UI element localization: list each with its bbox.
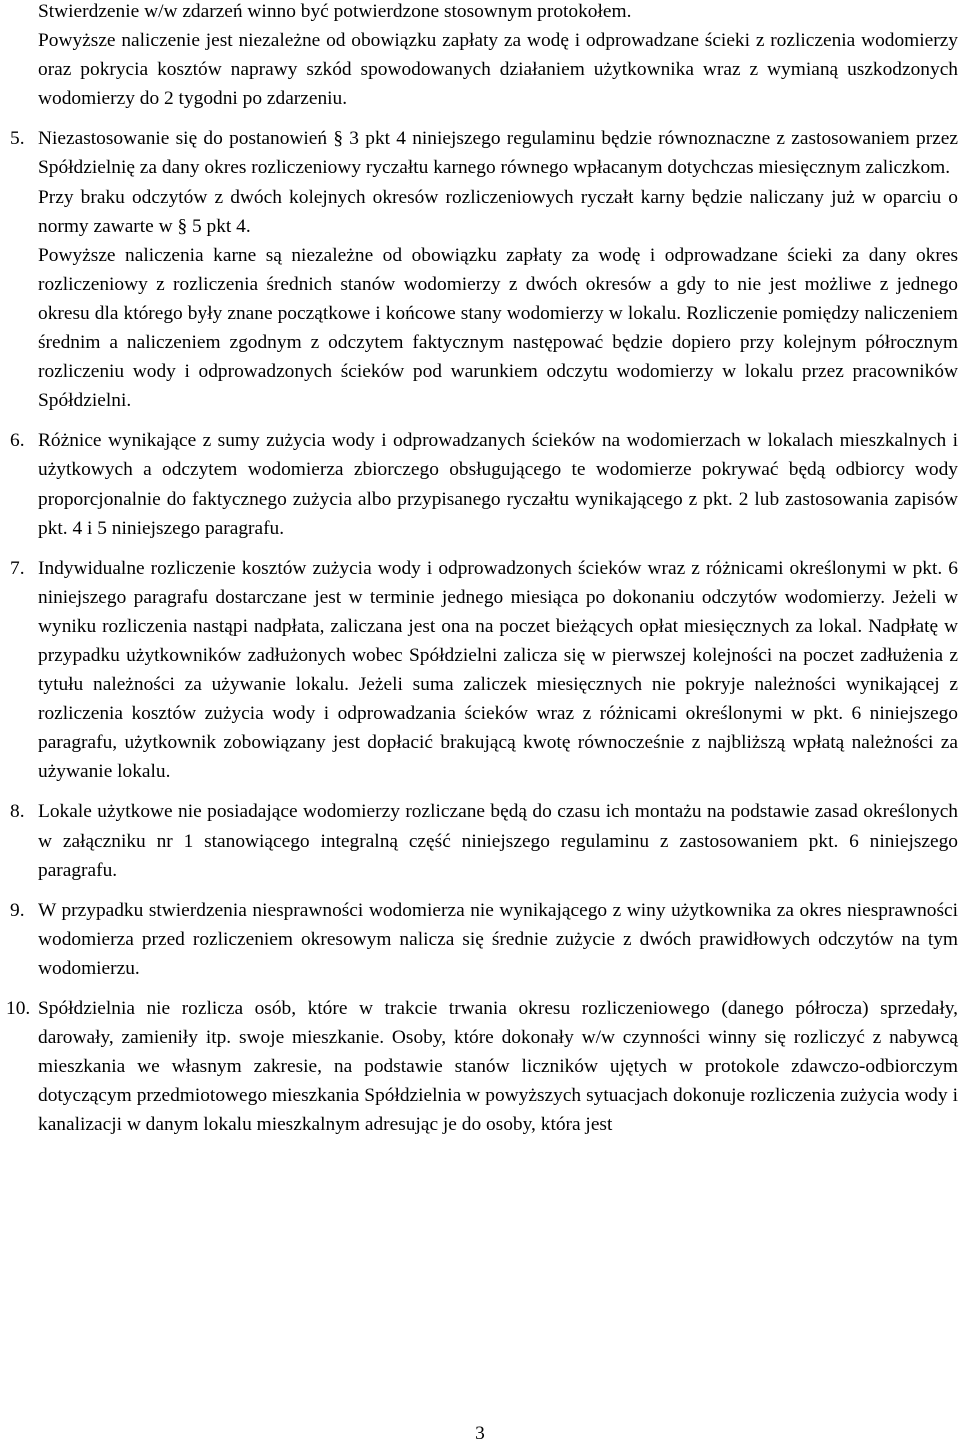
item-paragraph: Spółdzielnia nie rozlicza osób, które w trakcie trwania okresu rozliczeniowego (danego półrocza) sprzedały, darowały, zamieniły itp. swoje mieszkanie. Osoby, które dokonały w/w czynności winny się rozliczyć z nabywcą mieszkania we własnym zakresie, na podstawie stanów liczników ujętych w protokole zdawczo-odbiorczym dotyczącym przedmiotowego mieszkania Spółdzielnia w powyższych sytuacjach dokonuje rozliczenia zużycia wody i kanalizacji w danym lokalu mieszkalnym adresując je do osoby, która jest <box>38 998 958 1136</box>
item-paragraph: Niezastosowanie się do postanowień § 3 pkt 4 niniejszego regulaminu będzie równoznaczne z zastosowaniem przez Spółdzielnię za dany okres rozliczeniowy ryczałtu karnego równego wpłacanym dotychczas miesięcznym zaliczkom. <box>38 128 958 179</box>
list-item-8 <box>0 797 960 884</box>
item-number: 5. <box>10 128 25 150</box>
item-number: 6. <box>10 430 25 452</box>
item-paragraph: W przypadku stwierdzenia niesprawności wodomierza nie wynikającego z winy użytkownika za okres niesprawności wodomierza przed rozliczeniem okresowym nalicza się średnie zużycie z dwóch prawidłowych odczytów na tym wodomierzu. <box>38 899 958 979</box>
item-paragraph: Powyższe naliczenia karne są niezależne od obowiązku zapłaty za wodę i odprowadzane ścieki za dany okres rozliczeniowy z rozliczenia średnich stanów wodomierzy z dwóch okresów a gdy to nie jest możliwe z jednego okresu dla którego były znane początkowe i końcowe stany wodomierzy w lokalu. Rozliczenie pomiędzy naliczeniem średnim a naliczeniem zgodnym z odczytem faktycznym następować będzie dopiero przy kolejnym półrocznym rozliczeniu wody i odprowadzonych ścieków pod warunkiem odczytu wodomierzy w lokalu przez pracowników Spółdzielni. <box>38 244 958 412</box>
list-item-7 <box>0 554 960 787</box>
item-number: 9. <box>10 899 25 921</box>
item-number: 10. <box>6 998 31 1019</box>
list-item-5 <box>0 124 960 415</box>
item-number: 7. <box>10 557 25 579</box>
list-item-9 <box>0 896 960 983</box>
item-paragraph: Przy braku odczytów z dwóch kolejnych okresów rozliczeniowych ryczałt karny będzie naliczany już w oparciu o normy zawarte w § 5 pkt 4. <box>38 186 958 237</box>
item-number: 8. <box>10 801 25 823</box>
item-paragraph: Lokale użytkowe nie posiadające wodomierzy rozliczane będą do czasu ich montażu na podstawie zasad określonych w załączniku nr 1 stanowiącego integralną część niniejszego regulaminu z zastosowaniem pkt. 6 niniejszego paragrafu. <box>38 801 958 881</box>
item-paragraph: Różnice wynikające z sumy zużycia wody i odprowadzanych ścieków na wodomierzach w lokalach mieszkalnych i użytkowych a odczytem wodomierza zbiorczego obsługującego te wodomierze pokrywać będą odbiorcy wody proporcjonalnie do faktycznego zużycia albo przypisanego ryczałtu wynikającego z pkt. 2 lub zastosowania zapisów pkt. 4 i 5 niniejszego paragrafu. <box>38 430 958 539</box>
lead-paragraph: Stwierdzenie w/w zdarzeń winno być potwierdzone stosownym protokołem. <box>38 1 632 22</box>
lead-text-block <box>0 0 960 113</box>
lead-paragraph: Powyższe naliczenie jest niezależne od obowiązku zapłaty za wodę i odprowadzane ścieki z rozliczenia wodomierzy oraz pokrycia kosztów naprawy szkód spowodowanych działaniem użytkownika wraz z wymianą uszkodzonych wodomierzy do 2 tygodni po zdarzeniu. <box>38 30 958 110</box>
item-paragraph: Indywidualne rozliczenie kosztów zużycia wody i odprowadzonych ścieków wraz z różnicami określonymi w pkt. 6 niniejszego paragrafu dostarczane jest w terminie jednego miesiąca po dokonaniu odczytów wodomierzy. Jeżeli w wyniku rozliczenia nastąpi nadpłata, zaliczana jest ona na poczet bieżących opłat miesięcznych za lokal. Nadpłatę w przypadku użytkowników zadłużonych wobec Spółdzielni zalicza się w pierwszej kolejności na poczet zadłużenia z tytułu należności za używanie lokalu. Jeżeli suma zaliczek miesięcznych nie pokryje należności wynikającej z rozliczenia kosztów zużycia wody i odprowadzania ścieków wraz z różnicami określonymi w pkt. 6 niniejszego paragrafu, użytkownik zobowiązany jest dopłacić brakującą kwotę równocześnie z najbliższą wpłatą należności za używanie lokalu. <box>38 557 958 783</box>
list-item-6 <box>0 426 960 542</box>
list-item-10 <box>0 994 960 1139</box>
page-number: 3 <box>475 1423 485 1444</box>
